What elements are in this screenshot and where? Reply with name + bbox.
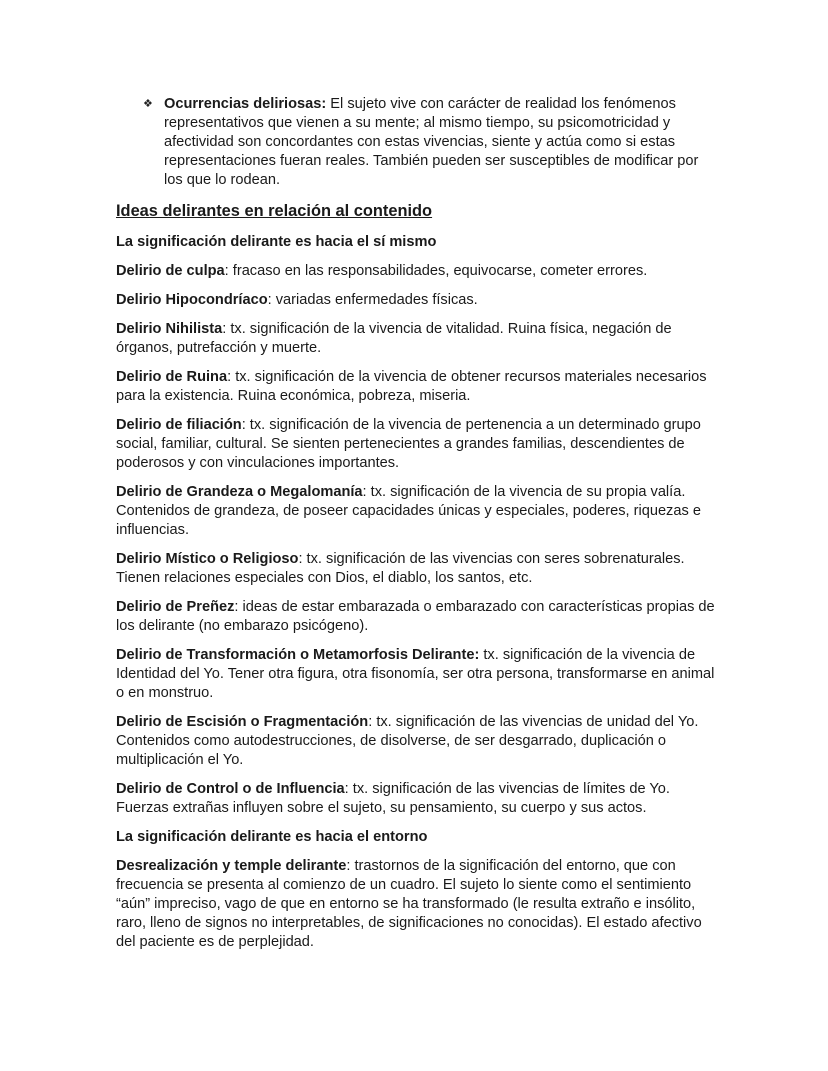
definition: : variadas enfermedades físicas. xyxy=(267,292,478,308)
list-item xyxy=(116,483,716,540)
term: Delirio de Transformación o Metamorfosis Delirante: xyxy=(116,647,480,663)
list-item xyxy=(116,857,716,952)
list-item xyxy=(116,320,716,358)
definition: tx. significación de la vivencia de Identidad del Yo. Tener otra figura, otra fisonomía, ser otra persona, transformarse en animal o en monstruo. xyxy=(116,647,715,701)
list-item xyxy=(116,646,716,703)
document-page xyxy=(116,95,716,962)
term: Delirio Nihilista xyxy=(116,321,223,337)
term: Ocurrencias deliriosas: xyxy=(164,96,327,112)
definition: : tx. significación de la vivencia de vitalidad. Ruina física, negación de órganos, putrefacción y muerte. xyxy=(116,321,672,356)
term: Delirio de culpa xyxy=(116,263,225,279)
term: Desrealización y temple delirante xyxy=(116,858,347,874)
definition: : tx. significación de las vivencias con seres sobrenaturales. Tienen relaciones especiales con Dios, el diablo, los santos, etc. xyxy=(116,551,685,586)
term: Delirio de Ruina xyxy=(116,369,228,385)
list-item xyxy=(116,291,716,310)
diamond-bullet-icon: ❖ xyxy=(143,98,153,110)
subsection-title-self: La significación delirante es hacia el sí mismo xyxy=(116,234,437,250)
list-item xyxy=(116,598,716,636)
definition: : trastornos de la significación del entorno, que con frecuencia se presenta al comienzo de un cuadro. El sujeto lo siente como el sentimiento “aún” impreciso, vago de que en entorno se ha transformado (le resulta extraño e insólito, raro, lleno de signos no interpretables, de significaciones no conocidas). El estado afectivo del paciente es de perplejidad. xyxy=(116,858,702,950)
list-item xyxy=(116,780,716,818)
term: Delirio de filiación xyxy=(116,417,242,433)
bullet-item-ocurrencias-deliriosas xyxy=(116,95,716,190)
definition: : tx. significación de las vivencias de límites de Yo. Fuerzas extrañas influyen sobre el sujeto, su pensamiento, su cuerpo y sus actos. xyxy=(116,781,670,816)
list-item xyxy=(116,416,716,473)
term: Delirio Místico o Religioso xyxy=(116,551,299,567)
term: Delirio Hipocondríaco xyxy=(116,292,268,308)
section-title: Ideas delirantes en relación al contenido xyxy=(116,202,433,220)
term: Delirio de Preñez xyxy=(116,599,235,615)
definition: : tx. significación de las vivencias de unidad del Yo. Contenidos como autodestrucciones, de disolverse, de ser desgarrado, duplicación o multiplicación el Yo. xyxy=(116,714,699,768)
list-item xyxy=(116,368,716,406)
subsection-title-environment: La significación delirante es hacia el entorno xyxy=(116,829,428,845)
definition: El sujeto vive con carácter de realidad los fenómenos representativos que vienen a su mente; al mismo tiempo, su psicomotricidad y afectividad son concordantes con estas vivencias, siente y actúa como si estas representaciones fueran reales. También pueden ser susceptibles de modificar por los que lo rodean. xyxy=(164,96,699,188)
definition: : tx. significación de la vivencia de pertenencia a un determinado grupo social, familiar, cultural. Se sienten pertenecientes a grandes familias, descendientes de poderosos y con vinculaciones importantes. xyxy=(116,417,701,471)
list-item xyxy=(116,550,716,588)
definition: : tx. significación de la vivencia de obtener recursos materiales necesarios para la existencia. Ruina económica, pobreza, miseria. xyxy=(116,369,707,404)
definition: : tx. significación de la vivencia de su propia valía. Contenidos de grandeza, de poseer capacidades únicas y especiales, poderes, riquezas e influencias. xyxy=(116,484,701,538)
list-item xyxy=(116,713,716,770)
definition: : ideas de estar embarazada o embarazado con características propias de los delirante (no embarazo psicógeno). xyxy=(116,599,715,634)
term: Delirio de Control o de Influencia xyxy=(116,781,345,797)
term: Delirio de Grandeza o Megalomanía xyxy=(116,484,363,500)
definition: : fracaso en las responsabilidades, equivocarse, cometer errores. xyxy=(224,263,648,279)
list-item xyxy=(116,262,716,281)
term: Delirio de Escisión o Fragmentación xyxy=(116,714,369,730)
